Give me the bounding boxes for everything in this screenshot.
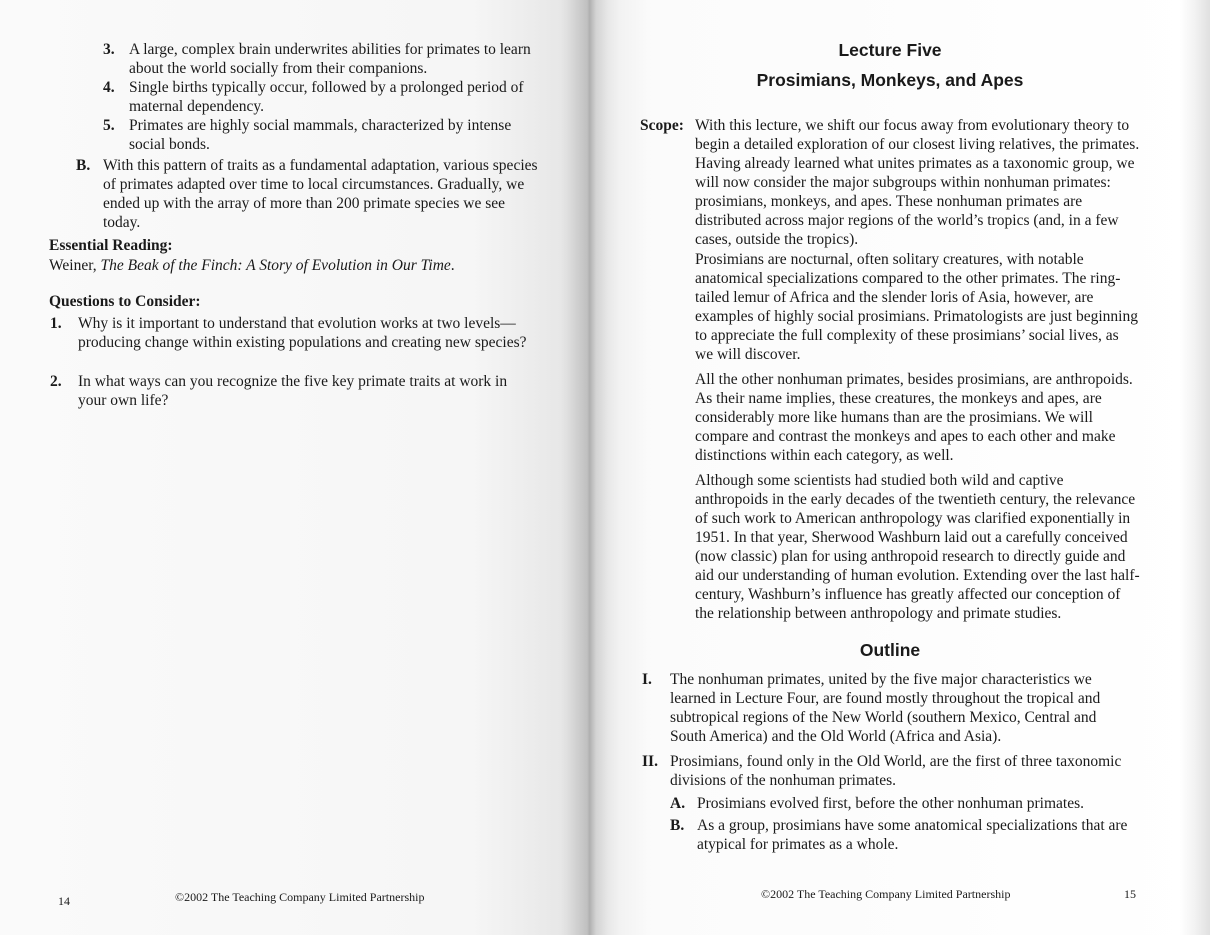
outline-heading: Outline bbox=[859, 640, 921, 660]
scope-paragraph-3: All the other nonhuman primates, besides prosimians, are anthropoids. As their name implies, these creatures, the monkeys and apes, are considerably more like humans than are the prosimians. We will compare and contrast the monkeys and apes to each other and make distinctions within each category, as well. bbox=[695, 371, 1133, 464]
scope-paragraph-2: Prosimians are nocturnal, often solitary creatures, with notable anatomical specializations compared to the other primates. The ring-tailed lemur of Africa and the slender loris of Asia, however, are examples of highly social prosimians. Primatologists are just beginning to appreciate the full complexity of these prosimians’ social lives, as we will discover. bbox=[695, 251, 1138, 363]
essential-reading-citation bbox=[49, 256, 549, 275]
outline-subitem-a-text: Prosimians evolved first, before the other nonhuman primates. bbox=[697, 795, 1084, 812]
question-2-text: In what ways can you recognize the five key primate traits at work in your own life? bbox=[78, 373, 508, 409]
outline-item-ii-text: Prosimians, found only in the Old World, are the first of three taxonomic divisions of the nonhuman primates. bbox=[670, 753, 1122, 789]
right-page-number: 15 bbox=[1124, 887, 1136, 901]
list-item-b-text: With this pattern of traits as a fundamental adaptation, various species of primates adapted over time to local circumstances. Gradually, we ended up with the array of more than 200 primate species we see today. bbox=[103, 157, 538, 231]
list-number-3: 3. bbox=[103, 41, 115, 58]
list-number-4: 4. bbox=[103, 79, 115, 96]
scope-paragraph-1: With this lecture, we shift our focus away from evolutionary theory to begin a detailed exploration of our closest living relatives, the primates. Having already learned what unites primates as a taxonomic group, we will now consider the major subgroups within nonhuman primates: prosimians, monkeys, and apes. These nonhuman primates are distributed across major regions of the world’s tropics (and, in a few cases, outside the tropics). bbox=[695, 117, 1140, 248]
questions-heading: Questions to Consider: bbox=[49, 293, 201, 310]
citation-author: Weiner, bbox=[49, 257, 101, 274]
outline-number-i: I. bbox=[642, 671, 652, 688]
outline-item-i-text: The nonhuman primates, united by the five major characteristics we learned in Lecture Four, are found mostly throughout the tropical and subtropical regions of the New World (southern Mexico, Central and South America) and the Old World (Africa and Asia). bbox=[670, 671, 1101, 745]
list-item-3-text: A large, complex brain underwrites abilities for primates to learn about the world socially from their companions. bbox=[129, 41, 531, 77]
scope-paragraph-4: Although some scientists had studied both wild and captive anthropoids in the early decades of the twentieth century, the relevance of such work to American anthropology was clarified exponentially in 1951. In that year, Sherwood Washburn laid out a carefully conceived (now classic) plan for using anthropoid research to directly guide and aid our understanding of human evolution. Extending over the last half-century, Washburn’s influence has greatly affected our conception of the relationship between anthropology and primate studies. bbox=[695, 472, 1140, 622]
question-number-1: 1. bbox=[50, 315, 62, 332]
outline-subitem-a-letter: A. bbox=[670, 795, 686, 812]
essential-reading-heading: Essential Reading: bbox=[49, 237, 173, 254]
list-item-4-text: Single births typically occur, followed by a prolonged period of maternal dependency. bbox=[129, 79, 524, 115]
left-footer-copyright: ©2002 The Teaching Company Limited Partnership bbox=[175, 890, 425, 904]
lecture-title: Prosimians, Monkeys, and Apes bbox=[756, 70, 1024, 90]
list-item-5-text: Primates are highly social mammals, characterized by intense social bonds. bbox=[129, 117, 512, 153]
right-footer-copyright: ©2002 The Teaching Company Limited Partnership bbox=[761, 887, 1011, 901]
citation-end: . bbox=[450, 257, 455, 274]
left-page-number: 14 bbox=[58, 894, 70, 908]
scope-label: Scope: bbox=[640, 117, 684, 134]
list-letter-b: B. bbox=[76, 157, 91, 174]
question-number-2: 2. bbox=[50, 373, 62, 390]
list-number-5: 5. bbox=[103, 117, 115, 134]
outline-number-ii: II. bbox=[642, 753, 658, 770]
question-1-text: Why is it important to understand that evolution works at two levels—producing change within existing populations and creating new species? bbox=[78, 315, 527, 351]
citation-book-title: The Beak of the Finch: A Story of Evolution in Our Time bbox=[100, 257, 451, 274]
outline-subitem-b-text: As a group, prosimians have some anatomical specializations that are atypical for primates as a whole. bbox=[697, 817, 1128, 853]
outline-subitem-b-letter: B. bbox=[670, 817, 685, 834]
lecture-number: Lecture Five bbox=[838, 40, 942, 60]
